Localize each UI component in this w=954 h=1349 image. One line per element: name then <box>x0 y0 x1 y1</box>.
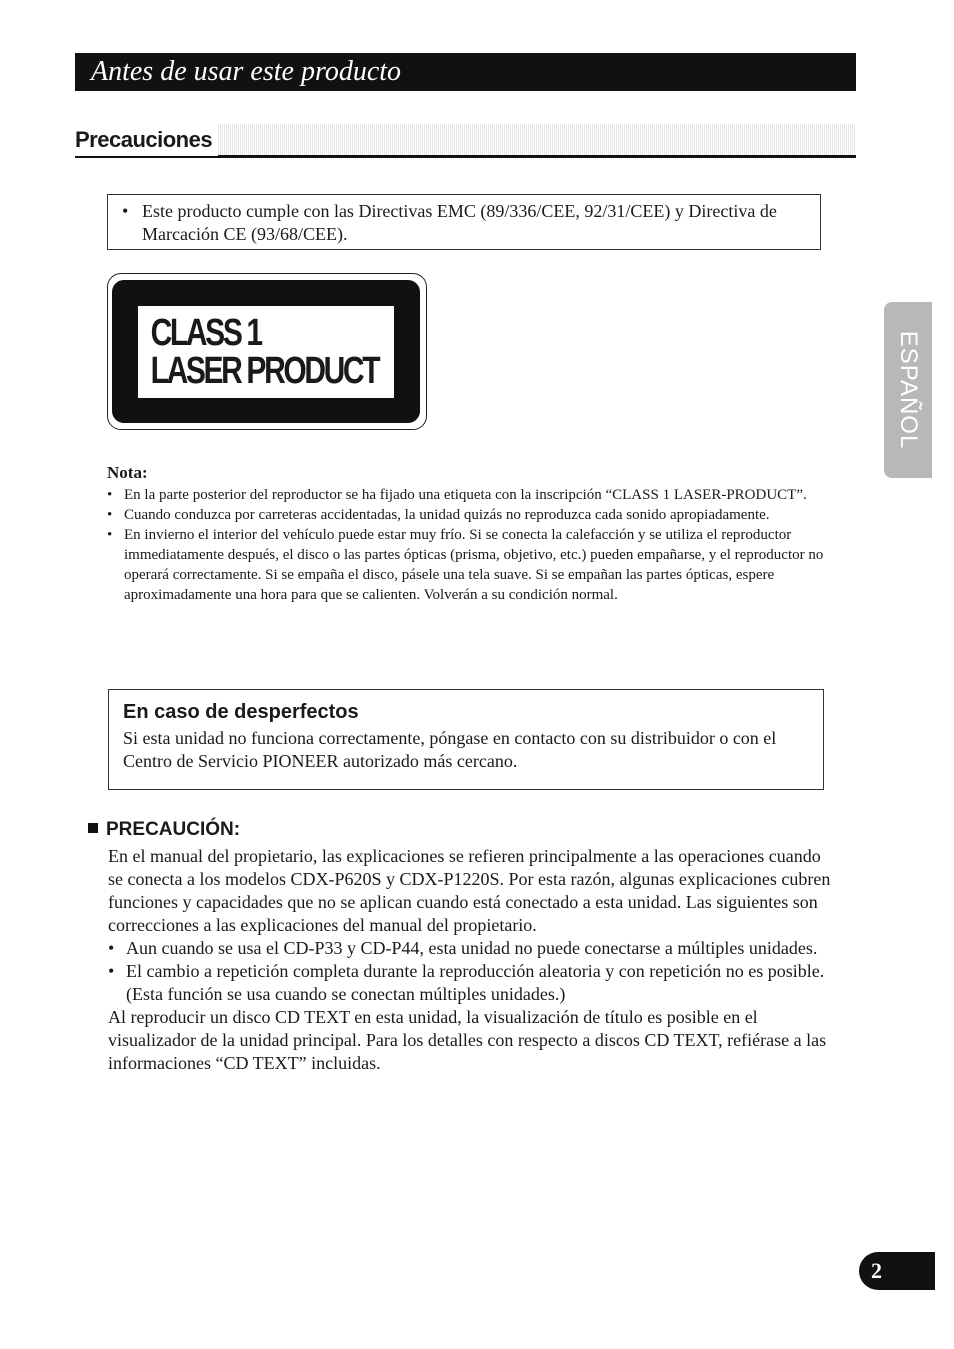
language-tab <box>884 302 932 478</box>
bullet: • <box>107 527 113 543</box>
square-bullet-icon <box>88 823 98 833</box>
bullet: • <box>107 487 113 503</box>
list-item <box>107 485 832 505</box>
note-list <box>107 485 832 605</box>
troubleshooting-text: Si esta unidad no funciona correctamente, póngase en contacto con su distribuidor o con el Centro de Servicio PIONEER autorizado más cercano. <box>123 728 777 771</box>
list-item <box>107 525 832 605</box>
note-title: Nota: <box>107 463 148 482</box>
note-text: Cuando conduzca por carreteras accidentadas, la unidad quizás no reproduzca cada sonido apropiadamente. <box>124 507 770 523</box>
caution-item-text: Aun cuando se usa el CD-P33 y CD-P44, esta unidad no puede conectarse a múltiples unidades. <box>126 938 818 958</box>
page-number-text: 2 <box>871 1258 882 1283</box>
bullet: • <box>108 961 115 981</box>
laser-label-line1: CLASS 1 <box>150 312 261 354</box>
note-text: En invierno el interior del vehículo puede estar muy frío. Si se conecta la calefacción y se utiliza el reproductor immediatamente después, el disco o las partes ópticas (prisma, objetivo, etc.) pueden empañarse, y el reproductor no operará correctamente. Si se empaña el disco, pásele una tela suave. Si se empañan las partes ópticas, espere aproximadamente una hora para que se calienten. Volverán a su condición normal. <box>124 527 824 603</box>
list-item <box>108 937 838 960</box>
laser-label <box>138 306 394 398</box>
emc-compliance-box <box>107 194 821 250</box>
emc-text: Este producto cumple con las Directivas EMC (89/336/CEE, 92/31/CEE) y Directiva de Marcación CE (93/68/CEE). <box>142 201 777 244</box>
caution-item-text: El cambio a repetición completa durante la reproducción aleatoria y con repetición no es posible. (Esta función se usa cuando se conectan múltiples unidades.) <box>126 961 825 1004</box>
caution-heading <box>88 818 240 842</box>
caution-intro: En el manual del propietario, las explicaciones se refieren principalmente a las operaciones cuando se conecta a los modelos CDX-P620S y CDX-P1220S. Por esta razón, algunas explicaciones cubren funciones y capacidades que no se aplican cuando está conectado a esta unidad. Las siguientes son correcciones a las explicaciones del manual del propietario. <box>108 846 831 935</box>
header-title: Antes de usar este producto <box>91 56 402 87</box>
bullet: • <box>122 201 129 221</box>
list-item <box>108 960 838 1006</box>
language-label: ESPAÑOL <box>895 330 922 450</box>
page-number <box>859 1252 935 1290</box>
page-header <box>75 53 856 91</box>
bullet: • <box>107 507 113 523</box>
troubleshooting-title: En caso de desperfectos <box>123 701 359 723</box>
bullet: • <box>108 938 115 958</box>
list-item <box>107 505 832 525</box>
section-title: Precauciones <box>75 124 218 156</box>
caution-title: PRECAUCIÓN: <box>106 819 241 840</box>
note-text: En la parte posterior del reproductor se ha fijado una etiqueta con la inscripción “CLASS 1 LASER-PRODUCT”. <box>124 487 807 503</box>
laser-label-frame <box>107 273 427 430</box>
section-heading <box>75 124 856 158</box>
laser-label-border <box>112 280 420 423</box>
caution-outro: Al reproducir un disco CD TEXT en esta unidad, la visualización de título es posible en el visualizador de la unidad principal. Para los detalles con respecto a discos CD TEXT, refiérase a las informaciones “CD TEXT” incluidas. <box>108 1007 827 1073</box>
laser-label-line2: LASER PRODUCT <box>150 350 379 392</box>
troubleshooting-box <box>108 689 824 790</box>
caution-body <box>108 845 838 1075</box>
